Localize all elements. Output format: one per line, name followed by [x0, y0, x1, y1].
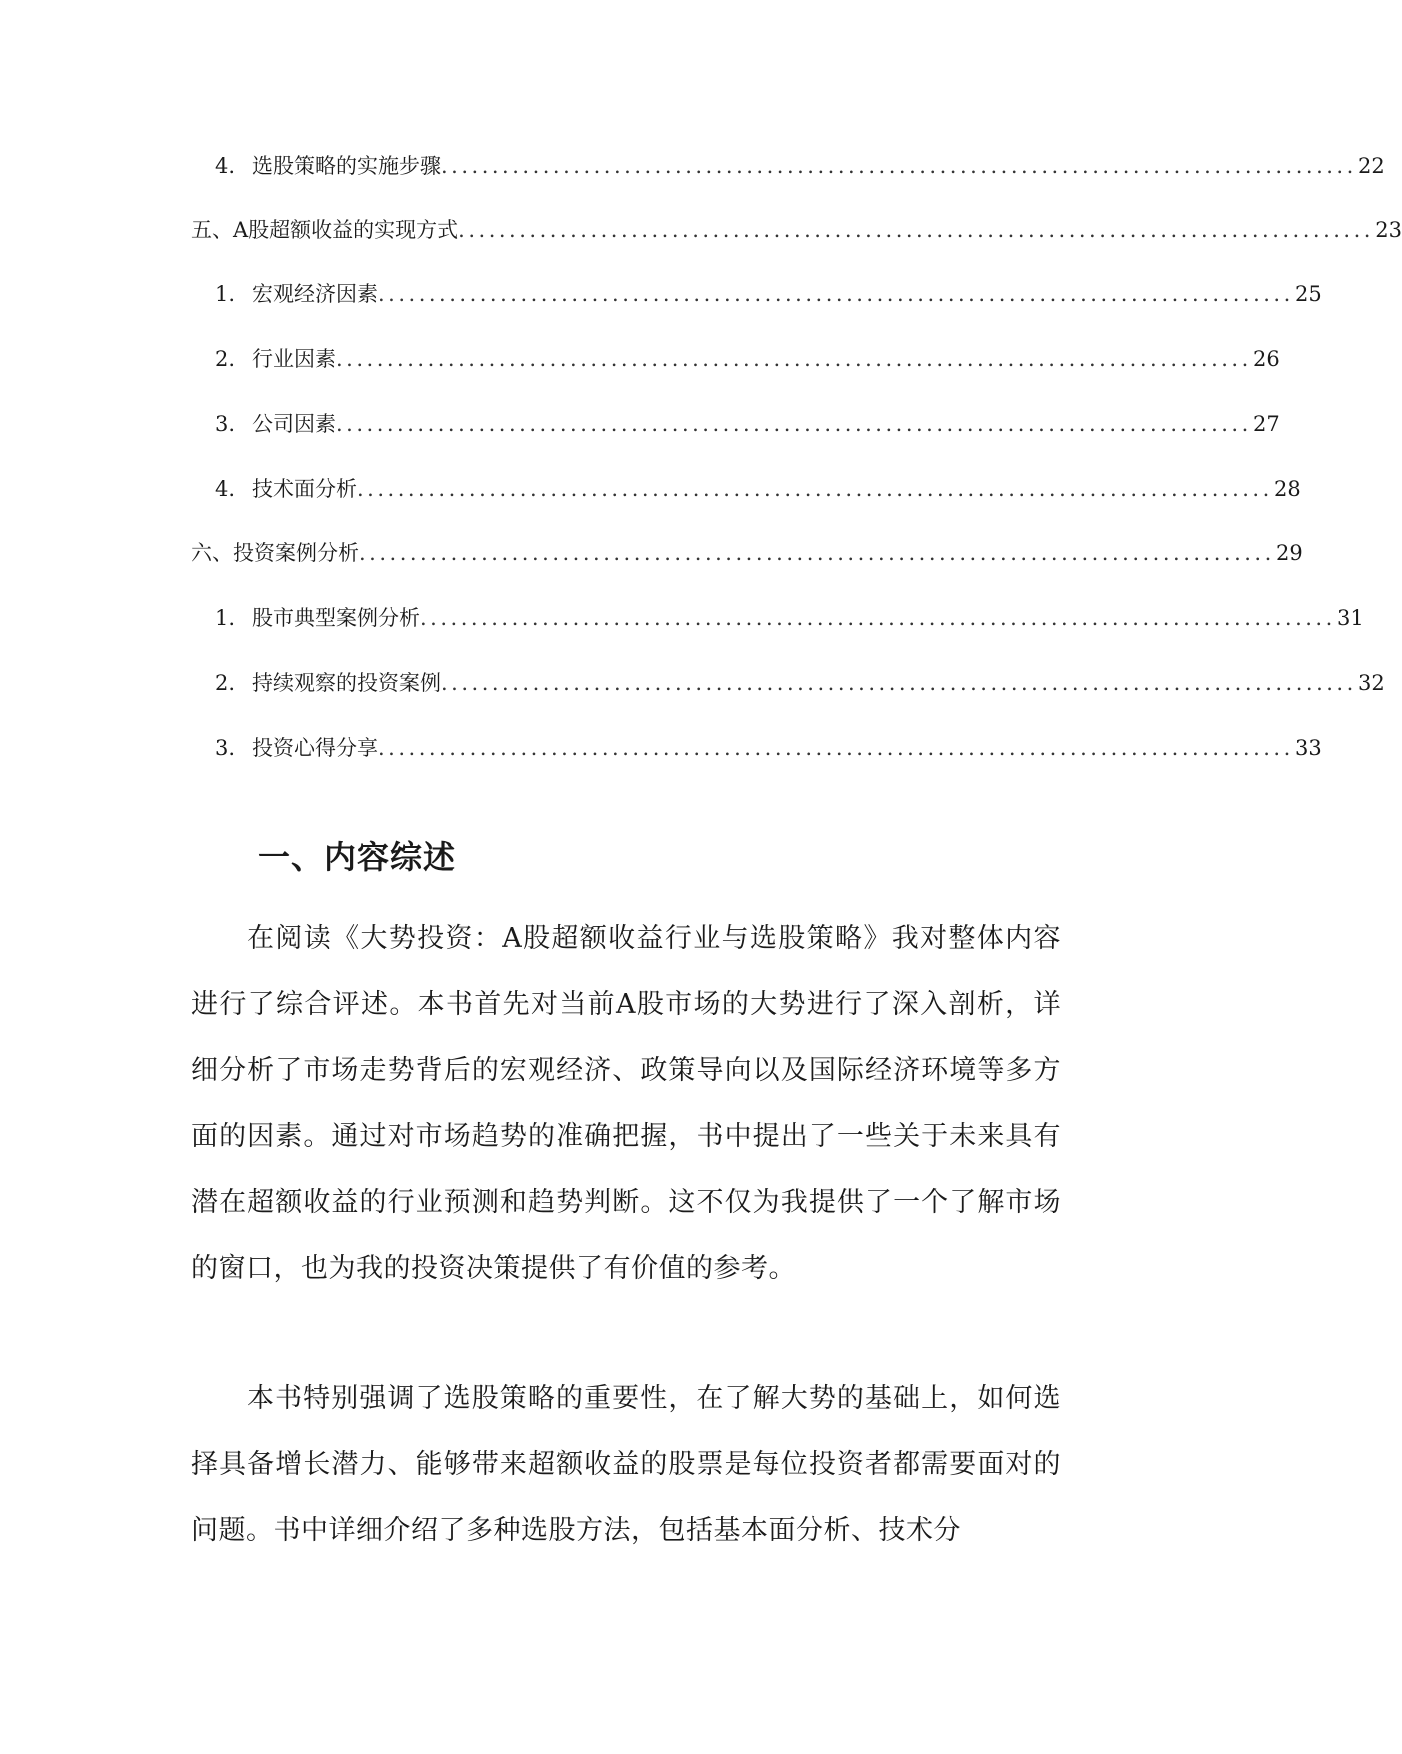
toc-entry-label: 行业因素	[252, 347, 336, 371]
toc-entry-label: 技术面分析	[252, 477, 357, 501]
toc-entry-number: 2.	[215, 347, 236, 371]
toc-entry[interactable]	[215, 469, 1301, 509]
toc-entry[interactable]	[191, 210, 1402, 250]
toc-entry-label: 选股策略的实施步骤	[252, 154, 441, 178]
toc-entry-label: 宏观经济因素	[252, 282, 378, 306]
toc-leader-dots: ..........................................................................................	[336, 347, 1252, 371]
toc-entry-label: 五、A股超额收益的实现方式	[191, 218, 459, 242]
toc-entry-label: 持续观察的投资案例	[252, 671, 441, 695]
toc-entry[interactable]	[215, 274, 1322, 314]
toc-entry-number: 3.	[215, 736, 236, 760]
toc-entry[interactable]	[215, 339, 1280, 379]
toc-entry[interactable]	[215, 404, 1280, 444]
section-heading: 一、内容综述	[258, 838, 457, 876]
toc-entry[interactable]	[215, 663, 1385, 703]
toc-leader-dots: ..........................................................................................	[378, 736, 1294, 760]
toc-entry-page: 22	[1358, 154, 1385, 178]
toc-entry[interactable]	[191, 533, 1303, 573]
toc-leader-dots: ..........................................................................................	[378, 282, 1294, 306]
toc-entry-number: 2.	[215, 671, 236, 695]
toc-entry-page: 31	[1337, 606, 1364, 630]
toc-leader-dots: ..........................................................................................	[420, 606, 1336, 630]
toc-leader-dots: ..........................................................................................	[441, 671, 1357, 695]
toc-entry-number: 1.	[215, 606, 236, 630]
toc-entry-label: 公司因素	[252, 412, 336, 436]
toc-entry-number: 4.	[215, 477, 236, 501]
toc-entry-page: 29	[1276, 541, 1303, 565]
toc-entry-page: 33	[1295, 736, 1322, 760]
toc-entry-number: 3.	[215, 412, 236, 436]
body-paragraph: 在阅读《大势投资：A股超额收益行业与选股策略》我对整体内容进行了综合评述。本书首先对当前A股市场的大势进行了深入剖析，详细分析了市场走势背后的宏观经济、政策导向以及国际经济环境等多方面的因素。通过对市场趋势的准确把握，书中提出了一些关于未来具有潜在超额收益的行业预测和趋势判断。这不仅为我提供了一个了解市场的窗口，也为我的投资决策提供了有价值的参考。	[191, 923, 1061, 1284]
toc-entry-label: 股市典型案例分析	[252, 606, 420, 630]
toc-entry-page: 26	[1253, 347, 1280, 371]
toc-entry-number: 4.	[215, 154, 236, 178]
toc-entry[interactable]	[215, 146, 1385, 186]
toc-leader-dots: ..........................................................................................	[458, 218, 1374, 242]
toc-entry-label: 投资心得分享	[252, 736, 378, 760]
toc-entry-page: 32	[1358, 671, 1385, 695]
toc-leader-dots: ..........................................................................................	[336, 412, 1252, 436]
toc-entry-page: 23	[1375, 218, 1402, 242]
toc-entry[interactable]	[215, 598, 1364, 638]
toc-entry-page: 27	[1253, 412, 1280, 436]
toc-entry[interactable]	[215, 728, 1322, 768]
toc-entry-page: 28	[1274, 477, 1301, 501]
toc-leader-dots: ..........................................................................................	[441, 154, 1357, 178]
body-paragraph: 本书特别强调了选股策略的重要性，在了解大势的基础上，如何选择具备增长潜力、能够带来超额收益的股票是每位投资者都需要面对的问题。书中详细介绍了多种选股方法，包括基本面分析、技术分	[191, 1383, 1061, 1546]
toc-leader-dots: ..........................................................................................	[359, 541, 1275, 565]
toc-entry-number: 1.	[215, 282, 236, 306]
toc-leader-dots: ..........................................................................................	[357, 477, 1273, 501]
toc-entry-label: 六、投资案例分析	[191, 541, 359, 565]
toc-entry-page: 25	[1295, 282, 1322, 306]
